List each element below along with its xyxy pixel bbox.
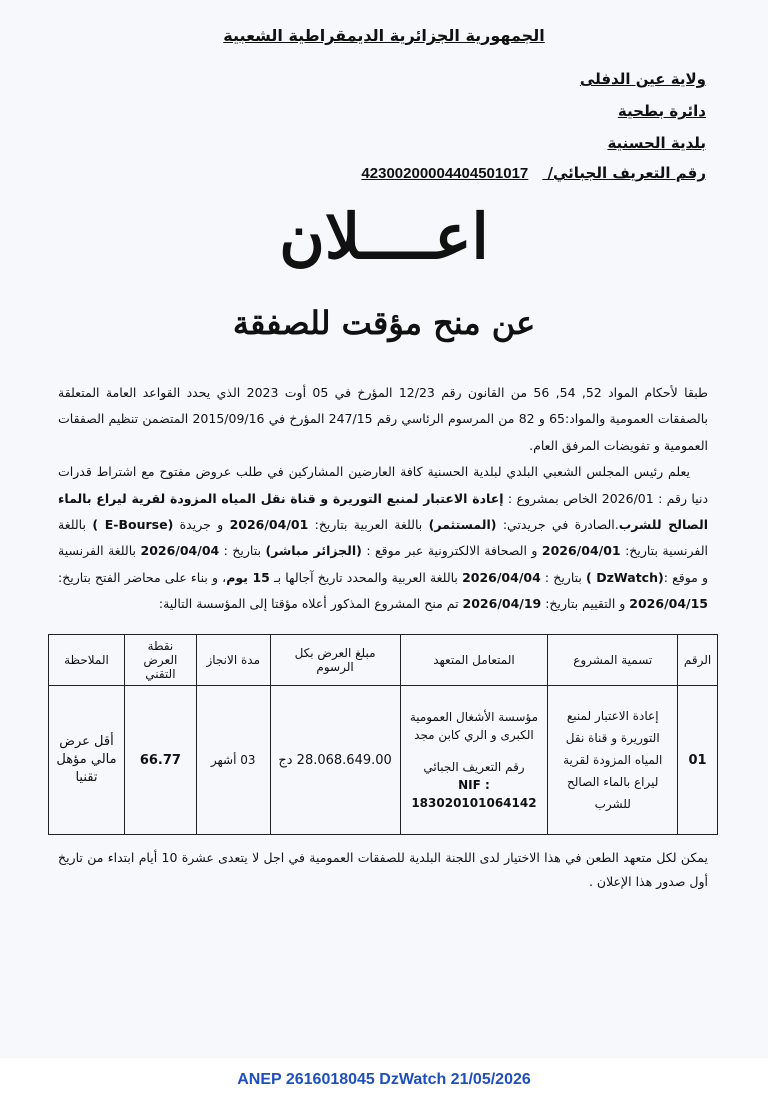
opening-date: 2026/04/15 [629, 596, 708, 612]
text-segment: باللغة العربية بتاريخ: [308, 517, 429, 533]
text-segment: باللغة الفرنسية بتاريخ: [58, 517, 708, 559]
wilaya-line: ولاية عين الدفلى [579, 70, 706, 88]
publication-date: 2026/04/01 [229, 517, 309, 533]
website-name: (الجزائر مباشر) [265, 543, 362, 559]
republic-heading: الجمهورية الجزائرية الديمقراطية الشعبية [223, 26, 545, 45]
newspaper-name: (المستثمر) [428, 517, 497, 533]
text-segment: ، و بناء على محاضر الفتح بتاريخ: [58, 569, 227, 585]
text-segment: بتاريخ : [540, 569, 587, 585]
anep-reference: ANEP 2616018045 DzWatch 21/05/2026 [237, 1071, 531, 1088]
text-segment: و التقييم بتاريخ: [541, 596, 630, 612]
award-paragraph [58, 459, 708, 617]
header-project: تسمية المشروع [548, 635, 678, 686]
header-score: نقطة العرض التقني [124, 635, 196, 686]
contractor-tax-label: رقم التعريف الجبائي [423, 760, 525, 774]
evaluation-date: 2026/04/19 [462, 596, 542, 612]
legal-basis-paragraph: طبقا لأحكام المواد 52, 54, 56 من القانون رقم 12/23 المؤرخ في 05 أوت 2023 الذي يحدد القواعد العامة المتعلقة بالصفقات العمومية والمواد:65 و 82 من المرسوم الرئاسي رقم 247/15 المؤرخ في 2015/09/16 المتضمن تنظيم الصفقات العمومية و تفويضات المرفق العام. [58, 385, 709, 453]
text-segment: يعلم رئيس المجلس الشعبي البلدي لبلدية الحسنية كافة العارضين المشاركين في طلب عروض مفتوح مع اشتراط قدرات دنيا رقم : 2026/01 الخاص بمشروع : [58, 464, 709, 506]
cell-duration: 03 أشهر [196, 686, 270, 835]
announcement-body [58, 380, 708, 618]
project-name: إعادة الاعتبار لمنبع التوريرة و قناة نقل المياه المزودة لقرية ليراع بالماء الصالح للشرب [58, 490, 708, 533]
text-segment: تم منح المشروع المذكور أعلاه مؤقتا إلى المؤسسة التالية: [158, 596, 463, 612]
text-segment: .الصادرة في جريدتي: [496, 517, 619, 533]
appeal-notice [58, 846, 708, 894]
cell-project: إعادة الاعتبار لمنبع التوريرة و قناة نقل المياه المزودة لقرية ليراع بالماء الصالح للشرب [548, 686, 678, 835]
header-duration: مدة الانجاز [196, 635, 270, 686]
header-contractor: المتعامل المتعهد [400, 635, 548, 686]
daira-line: دائرة بطحية [617, 102, 706, 120]
text-segment: و جريدة [173, 517, 230, 533]
table-header-row [49, 635, 718, 686]
cell-amount: 28.068.649.00 دج [270, 686, 400, 835]
award-table [48, 634, 718, 835]
contractor-name: مؤسسة الأشغال العمومية الكبرى و الري كابن مجد [409, 710, 539, 742]
newspaper-name: (E-Bourse ) [92, 517, 174, 533]
announcement-title: اعــــلان [279, 200, 489, 273]
appeal-paragraph: يمكن لكل متعهد الطعن في هذا الاختيار لدى اللجنة البلدية للصفقات العمومية في اجل لا يتعدى عشرة 10 أيام ابتداء من تاريخ أول صدور هذا الإعلان . [58, 850, 708, 889]
text-segment: بتاريخ : [219, 543, 266, 559]
cell-note: أقل عرض مالي مؤهل تقنيا [49, 686, 125, 835]
cell-score: 66.77 [124, 686, 196, 835]
table-row [49, 686, 718, 835]
header-note: الملاحظة [49, 635, 125, 686]
nif-value: 183020101064142 [411, 796, 537, 810]
text-segment: باللغة الفرنسية و موقع : [58, 543, 709, 585]
publication-date: 2026/04/01 [541, 543, 621, 559]
header-num: الرقم [678, 635, 718, 686]
header-amount: مبلغ العرض بكل الرسوم [270, 635, 400, 686]
announcement-subtitle: عن منح مؤقت للصفقة [232, 304, 536, 342]
text-segment: باللغة العربية والمحدد تاريخ آجالها بـ [269, 569, 463, 585]
publication-date: 2026/04/04 [140, 543, 220, 559]
publication-date: 2026/04/04 [462, 569, 541, 585]
cell-num: 01 [678, 686, 718, 835]
tax-id-value: 42300200004404501017 [361, 165, 529, 182]
nif-label: NIF : [458, 778, 490, 792]
cell-contractor [400, 686, 548, 835]
website-name: (DzWatch ) [586, 569, 664, 585]
commune-line: بلدية الحسنية [607, 134, 706, 152]
tax-id-line [361, 164, 706, 182]
text-segment: و الصحافة الالكترونية عبر موقع : [361, 543, 542, 559]
deadline-duration: 15 يوم [226, 569, 270, 585]
tax-id-label: رقم التعريف الجبائي/ [547, 164, 706, 182]
